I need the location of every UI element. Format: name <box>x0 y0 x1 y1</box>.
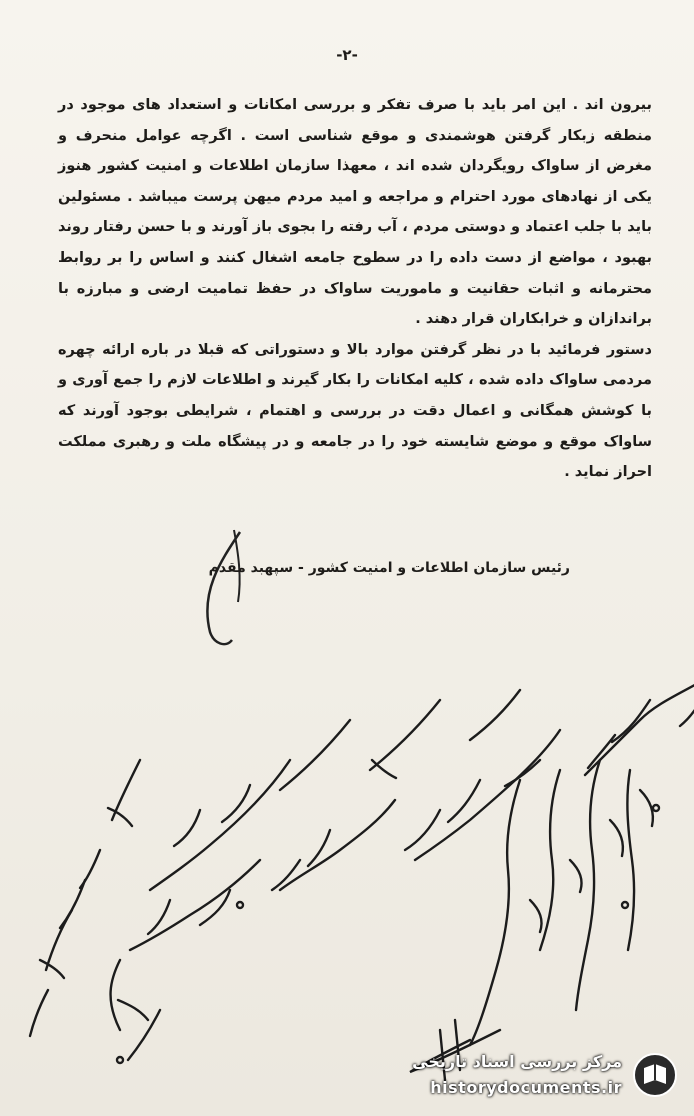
signature-scribble <box>180 522 300 652</box>
paragraph-2: دستور فرمائید با در نظر گرفتن موارد بالا و دستوراتی که قبلا در باره ارائه چهره مردمی ساواک داده شده ، کلیه امکانات را بکار گیرند و اطلاعات لازم را جمع آوری و با کوشش همگانی و اعمال دقت در بررسی و اهتمام ، شرایطی بوجود آورند که ساواک موقع و موضع شایسته خود را در جامعه و در پیشگاه ملت و رهبری مملکت احراز نماید . <box>58 341 652 481</box>
page-number: -۲- <box>336 46 358 64</box>
signature-line: رئیس سازمان اطلاعات و امنیت کشور - سپهبد مقدم <box>208 560 570 576</box>
book-icon <box>632 1052 678 1098</box>
document-body <box>58 90 652 488</box>
watermark-url: historydocuments.ir <box>430 1078 622 1097</box>
watermark-title: مرکز بررسی اسناد تاریخی <box>412 1052 622 1071</box>
paragraph-1: بیرون اند . این امر باید با صرف تفکر و بررسی امکانات و استعداد های موجود در منطقه زبکار گرفتن هوشمندی و موقع شناسی است . اگرچه عوامل منحرف و مغرض از ساواک رویگردان شده اند ، معهذا سازمان اطلاعات و امنیت کشور هنوز یکی از نهادهای مورد احترام و مراجعه و امید مردم میهن پرست میباشد . مسئولین باید با جلب اعتماد و دوستی مردم ، آب رفته را بجوی باز آورند و با حسن رفتار روند بهبود ، مواضع از دست داده را در سطوح جامعه اشغال کنند و اساس را بر روابط محترمانه و اثبات حقانیت و ماموریت ساواک در حفظ تمامیت ارضی و مبارزه با براندازان و خرابکاران قرار دهند . <box>58 97 652 328</box>
watermark <box>378 1048 678 1106</box>
